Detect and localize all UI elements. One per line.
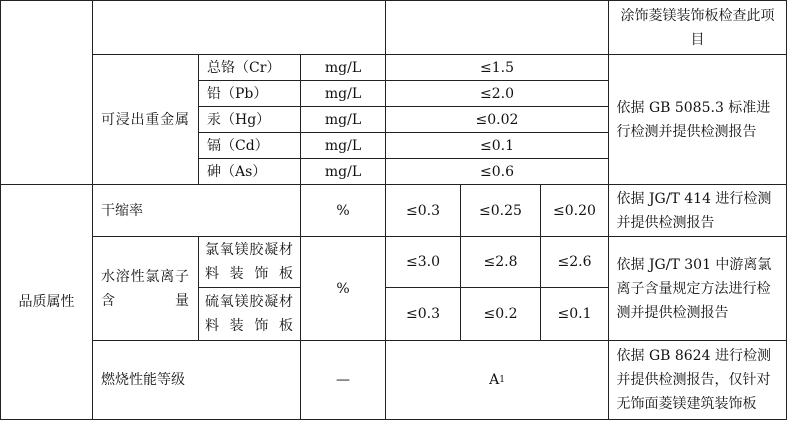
metal-limit: ≤0.6 xyxy=(480,163,514,180)
metal-unit: mg/L xyxy=(324,85,362,102)
shrinkage-value: ≤0.3 xyxy=(406,202,440,219)
metal-unit: mg/L xyxy=(324,59,362,76)
metal-name: 砷（As） xyxy=(207,163,267,180)
chloride-material: 硫氧镁胶凝材料装饰板 xyxy=(205,294,293,334)
shrinkage-value: ≤0.25 xyxy=(479,202,522,219)
metal-unit: mg/L xyxy=(324,163,362,180)
quality-label: 品质属性 xyxy=(18,294,75,310)
header-note: 涂饰菱镁装饰板检查此项目 xyxy=(620,7,775,48)
chloride-unit: % xyxy=(336,280,350,297)
metal-unit: mg/L xyxy=(324,111,362,128)
chloride-value: ≤0.3 xyxy=(406,306,440,322)
chloride-value: ≤0.1 xyxy=(557,306,592,322)
combustion-value: A xyxy=(489,372,500,388)
shrinkage-method-cell xyxy=(609,185,786,236)
shrinkage-unit: % xyxy=(336,202,350,219)
chloride-value: ≤2.8 xyxy=(483,254,518,270)
chloride-material-cell xyxy=(199,288,300,340)
chloride-material: 氯氧镁胶凝材料装饰板 xyxy=(205,242,293,282)
chloride-material-cell xyxy=(199,237,300,287)
metal-limit: ≤2.0 xyxy=(480,85,514,102)
header-note-cell xyxy=(609,1,786,54)
shrinkage-method: 依据 JG/T 414 进行检测并提供检测报告 xyxy=(616,190,772,231)
chloride-value: ≤2.6 xyxy=(557,254,592,270)
metal-name: 汞（Hg） xyxy=(207,111,271,128)
chloride-name-cell xyxy=(93,237,198,340)
metal-unit: mg/L xyxy=(324,137,362,154)
heavy-metals-group-label: 可浸出重金属 xyxy=(101,111,189,128)
chloride-method: 依据 JG/T 301 中游离氯离子含量规定方法进行检测并提供检测报告 xyxy=(616,256,772,321)
metal-limit: ≤0.1 xyxy=(480,137,514,154)
metal-name: 镉（Cd） xyxy=(207,137,269,154)
metal-limit: ≤1.5 xyxy=(480,59,514,76)
chloride-value: ≤3.0 xyxy=(406,254,440,270)
chloride-name: 水溶性氯离子含量 xyxy=(101,268,189,309)
metal-name: 铅（Pb） xyxy=(207,85,268,102)
chloride-method-cell xyxy=(609,237,786,340)
combustion-name: 燃烧性能等级 xyxy=(101,372,185,388)
shrinkage-name: 干缩率 xyxy=(101,202,143,219)
combustion-method: 依据 GB 8624 进行检测并提供检测报告，仅针对无饰面菱镁建筑装饰板 xyxy=(616,348,771,412)
shrinkage-value: ≤0.20 xyxy=(553,202,596,219)
chloride-value: ≤0.2 xyxy=(483,306,518,322)
heavy-metals-group-cell xyxy=(93,55,198,184)
heavy-metals-method-cell xyxy=(609,55,786,184)
metal-limit: ≤0.02 xyxy=(475,111,519,128)
combustion-value-sub: 1 xyxy=(499,375,505,385)
metal-name: 总铬（Cr） xyxy=(207,59,281,76)
combustion-method-cell xyxy=(609,341,786,419)
heavy-metals-method: 依据 GB 5085.3 标准进行检测并提供检测报告 xyxy=(616,99,771,140)
table-border-bottom xyxy=(0,419,787,420)
combustion-value-cell xyxy=(386,341,608,419)
combustion-unit: — xyxy=(336,372,350,388)
